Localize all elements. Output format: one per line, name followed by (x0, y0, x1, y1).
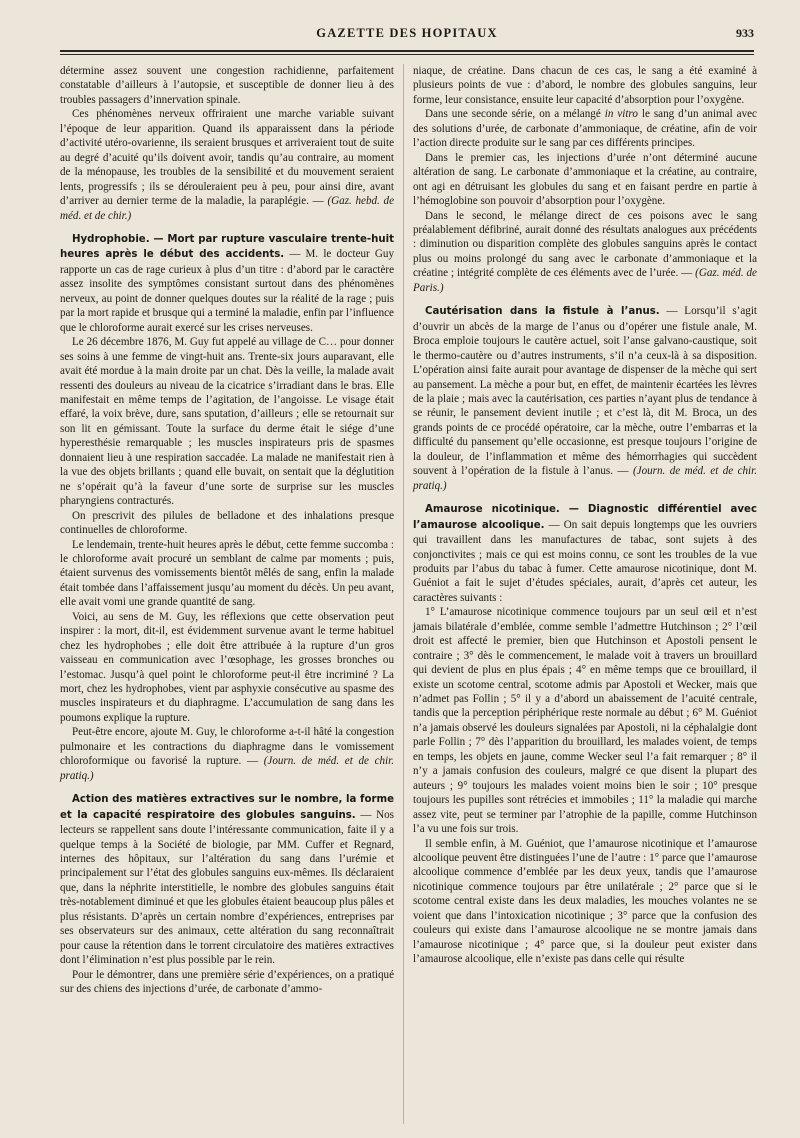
article-heading: Action des matières extractives sur le nombre, la forme et la capacité respiratoire des globules sanguins. (60, 794, 394, 821)
paragraph: On prescrivit des pilules de belladone et des inhalations presque continuelles de chloroforme. (60, 509, 394, 537)
journal-title: GAZETTE DES HOPITAUX (316, 26, 498, 40)
article-matieres-extractives: Action des matières extractives sur le nombre, la forme et la capacité respiratoire des globules sanguins. — Nos lecteurs se rappellent sans doute l’intéressante communication, faite il y a quelque temps à la Société de biologie, par MM. Cuffer et Regnard, internes des hôpitaux, sur l’altération du sang dans l’urémie et principalement sur l’état des globules sanguins eux-mêmes. Ils déclaraient que, dans la néphrite interstitielle, le nombre des globules sanguins était très-notablement diminué et que les globules étaient beaucoup plus pâles et plus résistants. D’après un certain nombre d’expériences, entreprises par ses observateurs sur des animaux, cette altération du sang reconnaîtrait pour cause la rétention dans le torrent circulatoire des matières extractives dont l’élimination n’est plus possible par le rein. (60, 794, 395, 967)
paragraph: Ces phénomènes nerveux offriraient une marche variable suivant l’époque de leur apparition. Quand ils apparaissent dans la période d’activité utéro-ovarienne, ils seraient brusques et arriveraient tout de suite au degré d’acuité qu’ils doivent avoir, tandis qu’au contraire, au moment de la ménopause, les troubles de la sensibilité et du mouvement seraient lents, progressifs ; ils se dérouleraient peu à peu, pour ainsi dire, avant d’arriver au dernier terme de la maladie, la paraplégie. — (Gaz. hebd. de méd. et de chir.) (60, 108, 394, 222)
paragraph: Le lendemain, trente-huit heures après le début, cette femme succomba : le chloroforme avait procuré un semblant de calme par moments ; puis, étaient survenus des vomissements bientôt mêlés de sang, enfin la malade était tombée dans l’affaissement jusqu’au moment du décès. Un peu avant, elle avait vomi une grande quantité de sang. (60, 538, 394, 609)
paragraph: détermine assez souvent une congestion rachidienne, parfaitement constatable d’ailleurs à l’autopsie, et susceptible de donner lieu à des troubles passagers d’innervation spinale. (60, 65, 394, 106)
article-heading: Amaurose nicotinique. — Diagnostic différentiel avec l’amaurose alcoolique. (413, 504, 757, 531)
paragraph: Il semble enfin, à M. Guéniot, que l’amaurose nicotinique et l’amaurose alcoolique peuvent être distinguées l’une de l’autre : 1° parce que l’amaurose alcoolique commence d’emblée par les deux yeux, tandis que l’amaurose nicotinique commence toujours par être unilatérale ; 2° parce que si le scotome central existe dans les deux maladies, les mouches volantes ne se voient que dans l’intoxication nicotinique ; 3° parce que la confusion des couleurs qui existe dans l’amaurose alcoolique ne se montre jamais dans l’amaurose nicotinique ; 4° parce que, si la douleur peut exister dans l’amaurose alcoolique, elle n’existe pas dans celle qui résulte (413, 837, 757, 966)
article-amaurose: Amaurose nicotinique. — Diagnostic différentiel avec l’amaurose alcoolique. — On sait depuis longtemps que les ouvriers qui travaillent dans les manufactures de tabac, sont sujets à des conjonctivites ; mais ce qui est moins connu, ce sont les troubles de la vue produits par l’abus du tabac à fumer. Cette amaurose nicotinique, dont M. Guéniot a fait le sujet d’études spéciales, aurait, d’après cet auteur, les caractères suivants : (413, 504, 758, 604)
paragraph: Dans une seconde série, on a mélangé in vitro le sang d’un animal avec des solutions d’urée, de carbonate d’ammoniaque, de créatine, afin de voir l’action directe produite sur le sang par ces différents principes. (413, 108, 757, 150)
citation: (Journ. de méd. et de chir. pratiq.) (413, 465, 757, 492)
paragraph: Dans le second, le mélange direct de ces poisons avec le sang préalablement défibriné, aurait donné des résultats analogues aux précédents : diminution ou disparition complète des globules sanguins après le contact plus ou moins prolongé du sang avec le carbonate d’ammoniaque et la créatine ; intégrité complète de ces éléments avec de l’urée. — (Gaz. méd. de Paris.) (413, 209, 757, 294)
article-hydrophobie: Hydrophobie. — Mort par rupture vasculaire trente-huit heures après le début des accidents. — M. le docteur Guy rapporte un cas de rage curieux à plus d’un titre : d’abord par le caractère assez insolite des symptômes consistant surtout dans des phénomènes nerveux, au point de donner quelques doutes sur la réalité de la rage ; puis par la mort rapide et brusque qui a terminé la maladie, enfin par l’influence que le chloroforme aurait exercé sur les crises nerveuses. (60, 233, 395, 334)
paragraph: niaque, de créatine. Dans chacun de ces cas, le sang a été examiné à plusieurs points de vue : d’abord, le nombre des globules sanguins, leur forme, leur consistance, ensuite leur capacité d’absorption pour l’oxygène. (413, 65, 757, 106)
citation: (Gaz. hebd. de méd. et de chir.) (60, 195, 394, 222)
right-column (413, 64, 757, 967)
article-heading: Cautérisation dans la fistule à l’anus. (425, 306, 660, 318)
page-header (60, 24, 754, 46)
page-number: 933 (736, 26, 754, 40)
citation: (Gaz. méd. de Paris.) (413, 267, 757, 294)
header-rule-thin (60, 54, 754, 55)
paragraph: Pour le démontrer, dans une première série d’expériences, on a pratiqué sur des chiens des injections d’urée, de carbonate d’ammo- (60, 968, 394, 996)
paragraph: Voici, au sens de M. Guy, les réflexions que cette observation peut inspirer : la mort, dit-il, est évidemment survenue avant le terme habituel chez les hydrophobes ; elle doit être attribuée à la rupture d’un gros vaisseau en communication avec l’œsophage, les grosses bronches ou l’estomac. Jusqu’à quel point le chloroforme peut-il être incriminé ? La mort, chez les hydrophobes, vient par asphyxie consécutive au spasme des muscles inspirateurs et du diaphragme. L’accumulation de sang dans les poumons explique la rupture. (60, 610, 394, 724)
paragraph: Dans le premier cas, les injections d’urée n’ont déterminé aucune altération de sang. Le carbonate d’ammoniaque et la créatine, au contraire, ont agi en détruisant les globules du sang et en faisant perdre en partie à l’hémoglobine son pouvoir d’absorption pour l’oxygène. (413, 151, 757, 208)
paragraph: 1° L’amaurose nicotinique commence toujours par un seul œil et n’est jamais bilatérale d’emblée, comme semble l’admettre Hutchinson ; 2° l’œil droit est affecté le premier, bien que Hutchinson et Apostoli pensent le contraire ; 3° dès le commencement, le malade voit à travers un brouillard qui devient de plus en plus épais ; 4° en même temps que ce brouillard, il existe un scotome central, scotome admis par Apostoli et Wecker, mais que n’admet pas Follin ; 5° il y a d’abord un abaissement de l’acuité centrale, tandis que la perception périphérique reste normale au début ; 6° M. Guéniot n’a jamais observé les douleurs signalées par Apostoli, ni la céphalalgie dont parle Follin ; 7° dès l’apparition du brouillard, les malades voient, de temps en temps, les objets en jaune, comme Wecker seul l’a fait remarquer ; 8° il n’y a jamais confusion des couleurs, malgré ce que disent la plupart des auteurs ; 9° toujours les malades voient moins bien le soir ; 10° presque toujours les pupilles sont rétrécies et immobiles ; 11° la maladie qui marche assez vite, peut se terminer par l’atrophie de la papille, comme Hutchinson l’a vu une fois sur trois. (413, 606, 757, 836)
article-cauterisation: Cautérisation dans la fistule à l’anus. — Lorsqu’il s’agit d’ouvrir un abcès de la marge de l’anus ou d’opérer une fistule anale, M. Broca emploie toujours le cautère actuel, soit l’anse galvano-caustique, soit le thermo-cautère ou d’autres instruments, s’il n’a ceux-là à sa disposition. L’opération ainsi faite aurait pour avantage de dispenser de la mèche qui sert au pansement. La mèche a pour but, en effet, de maintenir écartées les lèvres de la plaie ; mais avec la cautérisation, ces parties n’ayant plus de tendance à se réunir, le pansement devient inutile ; et c’est là, dit M. Broca, un des grands points de ce procédé opératoire, car la mèche, outre l’embarras et la difficulté du pansement qu’elle occasionne, est presque toujours l’origine de la douleur, de l’inflammation et même des hémorrhagies qui succèdent souvent à l’opération de la fistule à l’anus. — (Journ. de méd. et de chir. pratiq.) (413, 305, 757, 492)
paragraph: Peut-être encore, ajoute M. Guy, le chloroforme a-t-il hâté la congestion pulmonaire et les contractions du diaphragme dans le vomissement chloroformique ou favorisé la rupture. — (Journ. de méd. et de chir. pratiq.) (60, 726, 394, 782)
header-rule (60, 50, 754, 52)
citation: (Journ. de méd. et de chir. pratiq.) (60, 755, 394, 782)
emphasis: in vitro (604, 108, 638, 121)
column-divider (403, 64, 404, 1124)
article-heading: Hydrophobie. — Mort par rupture vasculaire trente-huit heures après le début des accidents. (60, 233, 394, 261)
left-column (60, 64, 394, 997)
paragraph: Le 26 décembre 1876, M. Guy fut appelé au village de C… pour donner ses soins à une femme de vingt-huit ans. Trente-six jours auparavant, elle avait été mordue à la main droite par un chat. Dès la veille, la malade avait ressenti des douleurs au niveau de la cicatrice s’irradiant dans le bras. Elle manifestait en même temps de l’agitation, de l’angoisse. Le visage était effaré, la voix brève, dure, sans sputation, d’ailleurs ; elle se retournait sur son lit en gémissant. Toute la surface du derme était le siége d’une hyperesthésie remarquable ; les muscles inspirateurs pris de spasmes donnaient lieu à une respiration saccadée. La malade ne manifestait rien à la vue des objets brillants ; quand elle buvait, on sentait que la déglutition ne s’opérait qu’à la faveur d’une sorte de surprise sur les muscles pharyngiens contracturés. (60, 336, 394, 508)
